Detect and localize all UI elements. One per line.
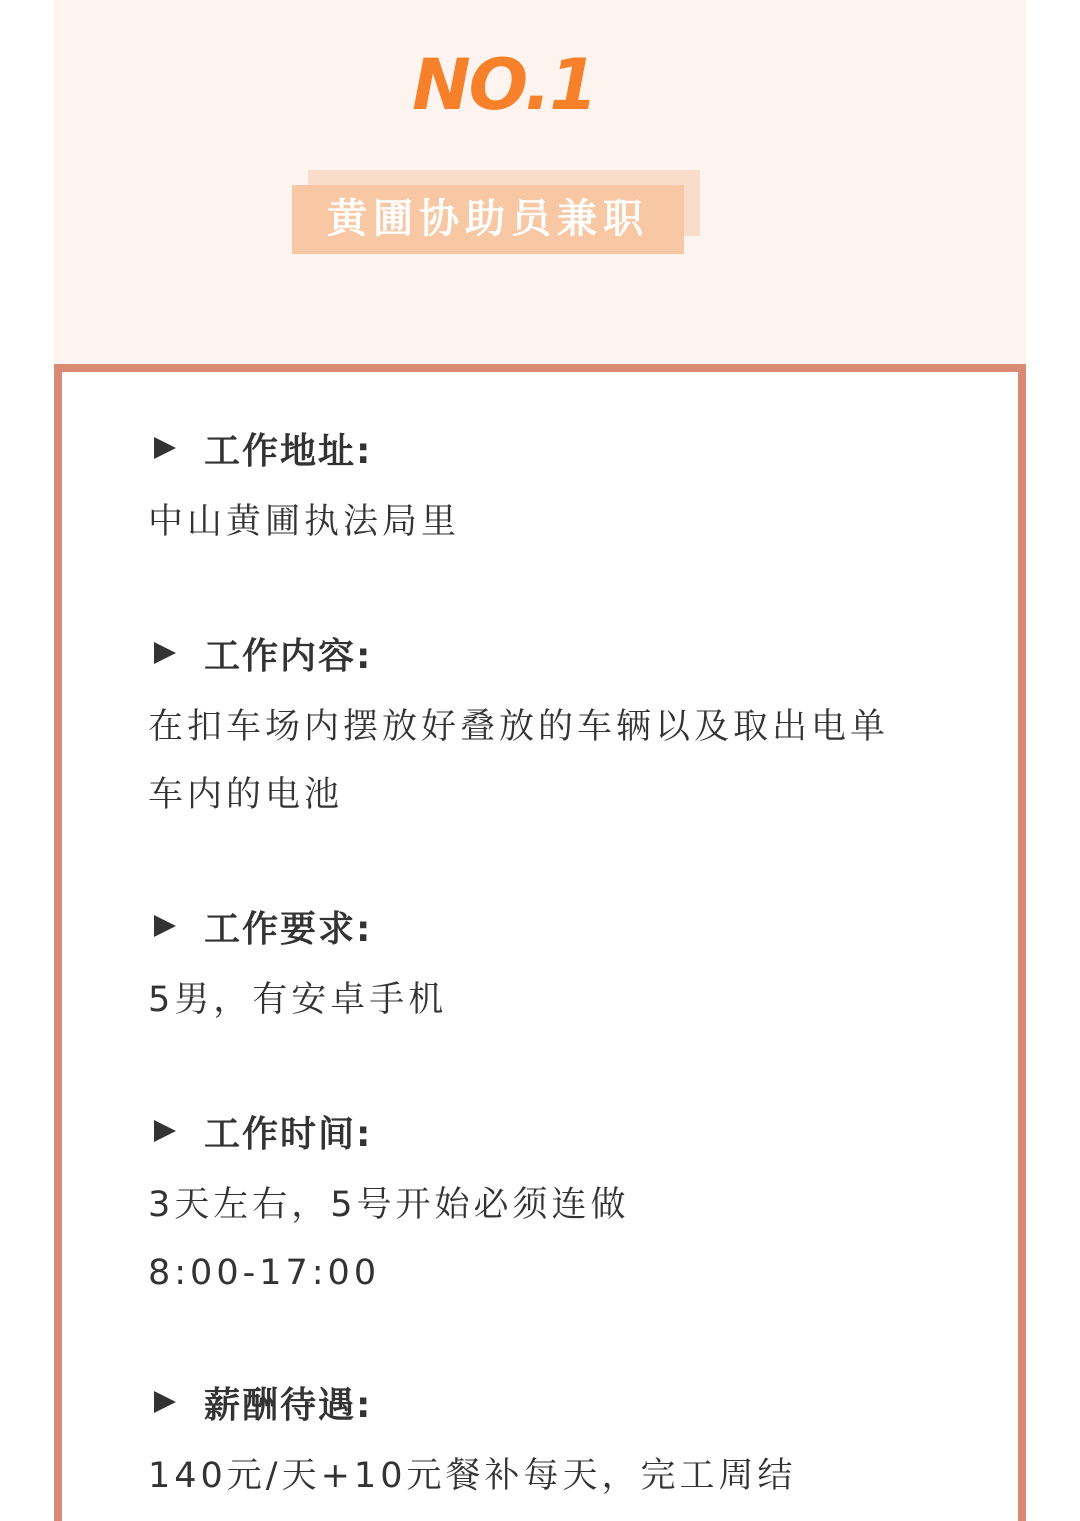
section-body — [148, 1171, 978, 1307]
triangle-right-icon — [154, 1391, 176, 1413]
section-heading — [148, 906, 978, 950]
section-line: 车内的电池 — [148, 775, 344, 815]
section-work-requirements — [148, 906, 978, 1034]
section-heading-text: 工作要求: — [204, 908, 373, 950]
section-heading-text: 薪酬待遇: — [204, 1384, 373, 1426]
section-line: 中山黄圃执法局里 — [148, 502, 461, 542]
job-title-tag — [292, 170, 700, 254]
section-line: 5男，有安卓手机 — [148, 980, 448, 1020]
section-work-content — [148, 633, 978, 829]
section-work-address — [148, 428, 978, 556]
section-body — [148, 488, 978, 556]
section-line: 在扣车场内摆放好叠放的车辆以及取出电单 — [148, 707, 890, 747]
section-heading — [148, 633, 978, 677]
section-heading — [148, 1382, 978, 1426]
section-heading-text: 工作地址: — [204, 430, 373, 472]
section-body — [148, 966, 978, 1034]
job-title: 黄圃协助员兼职 — [327, 196, 649, 242]
section-heading-text: 工作内容: — [204, 635, 373, 677]
section-body — [148, 1442, 978, 1510]
section-heading-text: 工作时间: — [204, 1113, 373, 1155]
section-line: 3天左右，5号开始必须连做 — [148, 1185, 630, 1225]
section-heading — [148, 428, 978, 472]
section-line: 140元/天+10元餐补每天，完工周结 — [148, 1456, 797, 1496]
job-number: NO.1 — [412, 44, 596, 126]
section-heading — [148, 1111, 978, 1155]
triangle-right-icon — [154, 437, 176, 459]
triangle-right-icon — [154, 915, 176, 937]
details-card — [54, 364, 1026, 1521]
triangle-right-icon — [154, 1120, 176, 1142]
triangle-right-icon — [154, 642, 176, 664]
section-body — [148, 693, 978, 829]
section-work-hours — [148, 1111, 978, 1307]
section-salary — [148, 1382, 978, 1510]
section-line: 8:00-17:00 — [148, 1253, 381, 1293]
